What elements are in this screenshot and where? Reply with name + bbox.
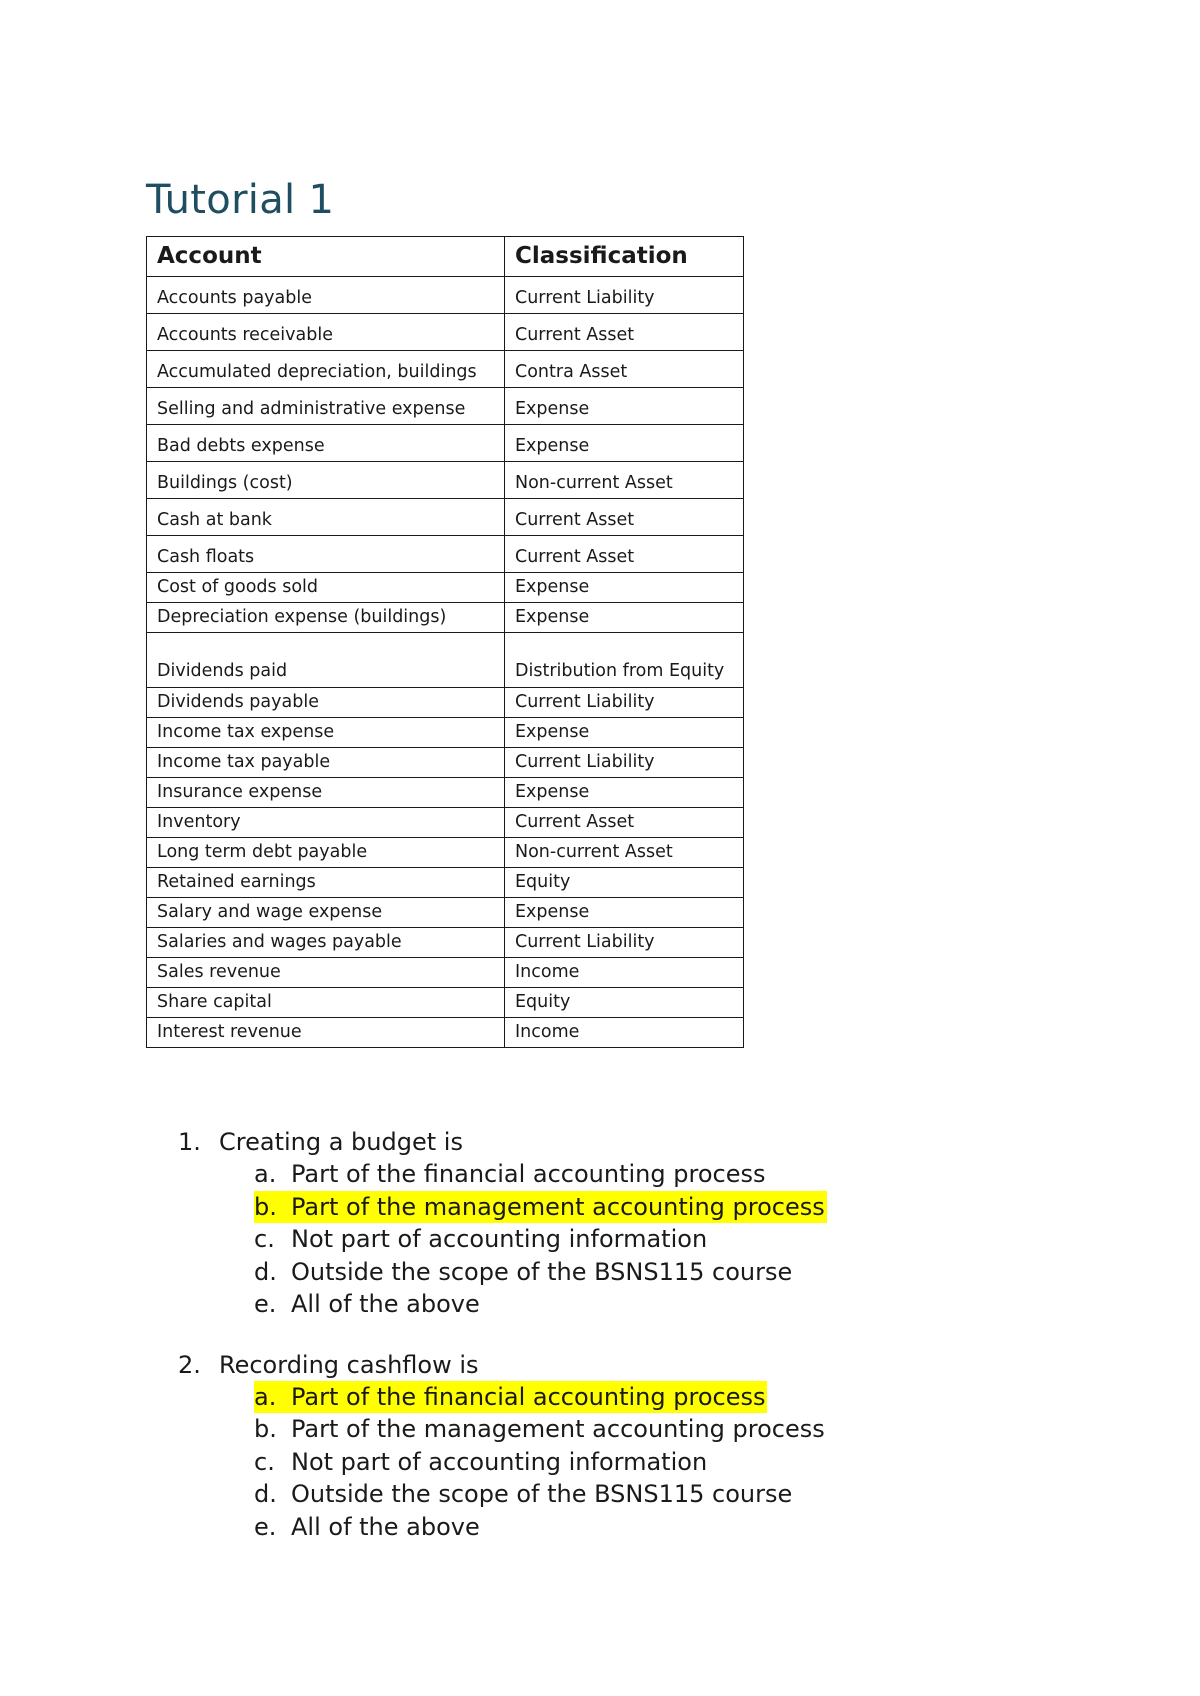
account-cell: Cash at bank xyxy=(147,499,505,536)
account-cell: Accounts payable xyxy=(147,277,505,314)
account-cell: Cash floats xyxy=(147,536,505,573)
account-cell: Accounts receivable xyxy=(147,314,505,351)
option-c xyxy=(254,1223,1178,1256)
question-number: 2. xyxy=(178,1350,201,1379)
column-header-account: Account xyxy=(147,237,505,277)
table-row xyxy=(147,462,744,499)
option-letter: e. xyxy=(254,1512,277,1541)
classification-cell: Equity xyxy=(505,988,744,1018)
classification-cell: Expense xyxy=(505,425,744,462)
option-e xyxy=(254,1288,1178,1321)
table-row xyxy=(147,536,744,573)
option-text: Not part of accounting information xyxy=(291,1447,708,1476)
option-c xyxy=(254,1446,1178,1479)
classification-cell: Equity xyxy=(505,868,744,898)
account-cell: Dividends payable xyxy=(147,688,505,718)
classification-cell: Current Liability xyxy=(505,688,744,718)
classification-cell: Current Liability xyxy=(505,277,744,314)
account-cell: Salaries and wages payable xyxy=(147,928,505,958)
option-b xyxy=(254,1413,1178,1446)
account-cell: Dividends paid xyxy=(147,633,505,688)
classification-cell: Contra Asset xyxy=(505,351,744,388)
option-letter: c. xyxy=(254,1447,275,1476)
option-text: Part of the management accounting process xyxy=(291,1192,825,1221)
question-1 xyxy=(178,1126,1178,1321)
table-row xyxy=(147,425,744,462)
table-row xyxy=(147,838,744,868)
option-a xyxy=(254,1158,1178,1191)
account-cell: Long term debt payable xyxy=(147,838,505,868)
option-letter: d. xyxy=(254,1480,277,1508)
account-cell: Share capital xyxy=(147,988,505,1018)
option-letter: b. xyxy=(254,1192,277,1221)
classification-cell: Non-current Asset xyxy=(505,838,744,868)
table-row xyxy=(147,388,744,425)
option-a-highlighted xyxy=(254,1381,1178,1414)
classification-cell: Current Liability xyxy=(505,748,744,778)
classification-cell: Non-current Asset xyxy=(505,462,744,499)
option-text: All of the above xyxy=(291,1512,480,1541)
table-row xyxy=(147,603,744,633)
classification-cell: Expense xyxy=(505,718,744,748)
classification-cell: Expense xyxy=(505,778,744,808)
account-cell: Sales revenue xyxy=(147,958,505,988)
question-number: 1. xyxy=(178,1128,201,1156)
table-row xyxy=(147,633,744,688)
question-list xyxy=(178,1126,1178,1571)
accounts-classification-table xyxy=(146,236,744,1048)
account-cell: Income tax payable xyxy=(147,748,505,778)
option-list xyxy=(254,1158,1178,1321)
option-d xyxy=(254,1478,1178,1511)
table-row xyxy=(147,988,744,1018)
account-cell: Cost of goods sold xyxy=(147,573,505,603)
option-text: Part of the financial accounting process xyxy=(291,1160,766,1188)
table-row xyxy=(147,499,744,536)
option-d xyxy=(254,1256,1178,1289)
option-letter: a. xyxy=(254,1160,277,1188)
account-cell: Retained earnings xyxy=(147,868,505,898)
table-row xyxy=(147,778,744,808)
option-letter: d. xyxy=(254,1257,277,1286)
option-text: Part of the management accounting process xyxy=(291,1415,825,1443)
classification-cell: Expense xyxy=(505,388,744,425)
highlight-mark xyxy=(254,1191,827,1224)
table-row xyxy=(147,868,744,898)
option-letter: c. xyxy=(254,1225,275,1253)
table-row xyxy=(147,958,744,988)
table-header-row xyxy=(147,237,744,277)
classification-cell: Current Asset xyxy=(505,536,744,573)
option-letter: e. xyxy=(254,1290,277,1318)
table-row xyxy=(147,277,744,314)
column-header-classification: Classification xyxy=(505,237,744,277)
table-row xyxy=(147,314,744,351)
option-text: Outside the scope of the BSNS115 course xyxy=(291,1480,793,1508)
option-e xyxy=(254,1511,1178,1544)
account-cell: Accumulated depreciation, buildings xyxy=(147,351,505,388)
table-row xyxy=(147,808,744,838)
table-row xyxy=(147,688,744,718)
account-cell: Salary and wage expense xyxy=(147,898,505,928)
classification-cell: Current Asset xyxy=(505,808,744,838)
classification-cell: Income xyxy=(505,1018,744,1048)
account-cell: Interest revenue xyxy=(147,1018,505,1048)
table-row xyxy=(147,898,744,928)
question-stem xyxy=(178,1349,1178,1381)
question-text: Creating a budget is xyxy=(219,1128,463,1156)
page-title: Tutorial 1 xyxy=(146,177,335,223)
account-cell: Selling and administrative expense xyxy=(147,388,505,425)
account-cell: Bad debts expense xyxy=(147,425,505,462)
option-list xyxy=(254,1381,1178,1544)
option-text: All of the above xyxy=(291,1290,480,1318)
highlight-mark xyxy=(254,1381,767,1414)
classification-cell: Expense xyxy=(505,573,744,603)
account-cell: Income tax expense xyxy=(147,718,505,748)
table-row xyxy=(147,1018,744,1048)
table-row xyxy=(147,351,744,388)
question-2 xyxy=(178,1349,1178,1544)
option-text: Part of the financial accounting process xyxy=(291,1382,766,1411)
classification-cell: Current Asset xyxy=(505,314,744,351)
table-row xyxy=(147,748,744,778)
option-letter: b. xyxy=(254,1415,277,1443)
account-cell: Buildings (cost) xyxy=(147,462,505,499)
classification-cell: Expense xyxy=(505,603,744,633)
classification-cell: Distribution from Equity xyxy=(505,633,744,688)
classification-cell: Current Asset xyxy=(505,499,744,536)
option-text: Not part of accounting information xyxy=(291,1225,708,1253)
account-cell: Depreciation expense (buildings) xyxy=(147,603,505,633)
classification-cell: Income xyxy=(505,958,744,988)
question-stem xyxy=(178,1126,1178,1158)
table-row xyxy=(147,718,744,748)
classification-cell: Current Liability xyxy=(505,928,744,958)
option-text: Outside the scope of the BSNS115 course xyxy=(291,1257,793,1286)
account-cell: Inventory xyxy=(147,808,505,838)
option-letter: a. xyxy=(254,1382,277,1411)
account-cell: Insurance expense xyxy=(147,778,505,808)
table-row xyxy=(147,573,744,603)
table-row xyxy=(147,928,744,958)
classification-cell: Expense xyxy=(505,898,744,928)
question-text: Recording cashflow is xyxy=(219,1350,479,1379)
option-b-highlighted xyxy=(254,1191,1178,1224)
